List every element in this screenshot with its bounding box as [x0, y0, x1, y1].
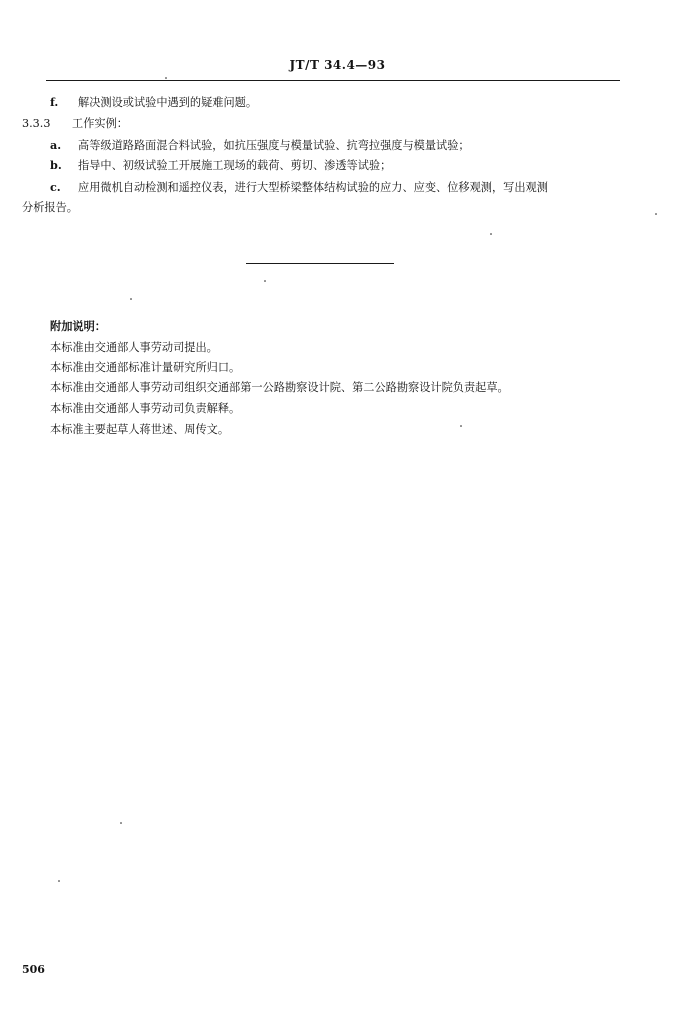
scan-speck	[655, 213, 657, 215]
page-number: 506	[22, 963, 45, 976]
standard-code-header: JT/T 34.4—93	[289, 58, 386, 72]
header-rule	[46, 80, 620, 81]
scan-speck	[120, 822, 122, 824]
section-number: 3.3.3	[22, 117, 51, 130]
list-item-text: 解决测设或试验中遇到的疑难问题。	[78, 96, 258, 109]
list-item-c	[50, 180, 548, 195]
list-marker: a.	[50, 138, 62, 152]
section-title: 工作实例：	[72, 117, 128, 130]
section-heading	[22, 117, 128, 131]
list-item-a	[50, 138, 470, 153]
scan-speck	[460, 425, 462, 427]
scan-speck	[165, 77, 167, 79]
note-line: 本标准主要起草人蒋世述、周传文。	[50, 423, 230, 436]
note-line: 本标准由交通部人事劳动司组织交通部第一公路勘察设计院、第二公路勘察设计院负责起草。	[50, 381, 509, 394]
list-item-f	[50, 95, 257, 110]
list-item-text: 高等级道路路面混合料试验，如抗压强度与模量试验、抗弯拉强度与模量试验；	[78, 139, 470, 152]
scan-speck	[490, 233, 492, 235]
note-line: 本标准由交通部人事劳动司提出。	[50, 341, 218, 354]
list-item-b	[50, 158, 391, 173]
scan-speck	[264, 280, 266, 282]
list-item-text: 应用微机自动检测和遥控仪表，进行大型桥梁整体结构试验的应力、应变、位移观测，写出观测	[78, 181, 548, 194]
list-marker: f.	[50, 95, 59, 109]
note-line: 本标准由交通部人事劳动司负责解释。	[50, 402, 241, 415]
scan-speck	[58, 880, 60, 882]
scan-speck	[130, 298, 132, 300]
list-marker: c.	[50, 180, 61, 194]
list-marker: b.	[50, 158, 62, 172]
list-item-text: 指导中、初级试验工开展施工现场的载荷、剪切、渗透等试验；	[78, 159, 392, 172]
notes-heading: 附加说明：	[50, 320, 106, 333]
list-item-c-continuation: 分析报告。	[22, 201, 78, 214]
note-line: 本标准由交通部标准计量研究所归口。	[50, 361, 241, 374]
section-divider	[246, 263, 394, 264]
